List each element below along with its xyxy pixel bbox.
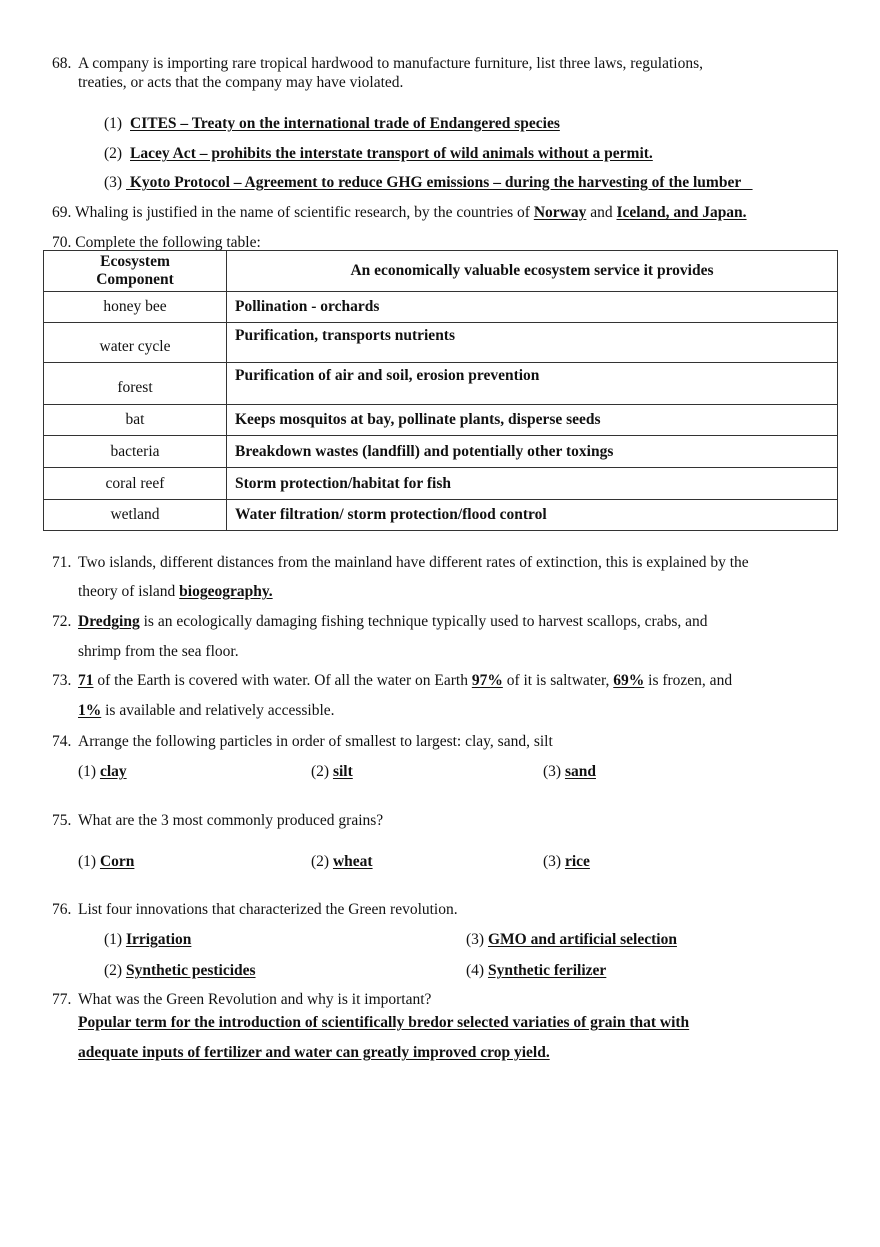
question-69 bbox=[52, 203, 747, 222]
answer-text: Dredging bbox=[78, 613, 140, 630]
answer-text: Norway bbox=[533, 204, 587, 221]
question-number: 75. bbox=[52, 812, 72, 829]
question-text: shrimp from the sea floor. bbox=[78, 643, 239, 660]
answer-number: (3) bbox=[466, 931, 485, 948]
answer-text: GMO and artificial selection bbox=[487, 931, 677, 948]
cell-service: Pollination - orchards bbox=[227, 292, 838, 323]
answer-number: (3) bbox=[543, 763, 562, 780]
table-row bbox=[44, 323, 838, 363]
answer-text: sand bbox=[564, 763, 596, 780]
answer-text: Lacey Act – prohibits the interstate transport of wild animals without a permit. bbox=[130, 145, 653, 162]
answer-number: (3) bbox=[104, 174, 123, 191]
answer-text: Corn bbox=[99, 853, 135, 870]
table-row bbox=[44, 363, 838, 405]
table-row bbox=[44, 436, 838, 468]
question-text: of the Earth is covered with water. Of all the water on Earth bbox=[97, 672, 468, 689]
question-text: Whaling is justified in the name of scientific research, by the countries of bbox=[74, 204, 530, 221]
question-number: 72. bbox=[52, 613, 72, 630]
answer-number: (2) bbox=[311, 763, 330, 780]
cell-service: Purification, transports nutrients bbox=[227, 323, 838, 363]
answer-number: (1) bbox=[104, 931, 123, 948]
answer-text: wheat bbox=[332, 853, 373, 870]
question-text: Two islands, different distances from the mainland have different rates of extinction, this is explained by the bbox=[78, 554, 749, 571]
ecosystem-table bbox=[43, 250, 838, 531]
answer-number: (1) bbox=[104, 115, 123, 132]
question-number: 70. bbox=[52, 234, 72, 251]
question-text: theory of island bbox=[78, 583, 176, 600]
answer-text: 71 bbox=[78, 672, 94, 689]
cell-service: Breakdown wastes (landfill) and potentially other toxings bbox=[227, 436, 838, 468]
answer-number: (2) bbox=[311, 853, 330, 870]
table-row bbox=[44, 468, 838, 500]
answer-number: (1) bbox=[78, 853, 97, 870]
answer-text: 97% bbox=[471, 672, 503, 689]
cell-service: Storm protection/habitat for fish bbox=[227, 468, 838, 500]
question-text: treaties, or acts that the company may have violated. bbox=[78, 74, 404, 91]
answer-text: Synthetic pesticides bbox=[125, 962, 256, 979]
answer-number: (2) bbox=[104, 145, 123, 162]
answer-text: clay bbox=[99, 763, 127, 780]
table-row bbox=[44, 405, 838, 436]
answer-text: adequate inputs of fertilizer and water can greatly improved crop yield. bbox=[78, 1044, 550, 1061]
answer-text: 1% bbox=[78, 702, 102, 719]
cell-component: bat bbox=[44, 405, 227, 436]
answer-number: (2) bbox=[104, 962, 123, 979]
question-text: Complete the following table: bbox=[75, 234, 261, 251]
question-text: is frozen, and bbox=[648, 672, 733, 689]
answer-number: (4) bbox=[466, 962, 485, 979]
question-number: 69. bbox=[52, 204, 72, 221]
table-row bbox=[44, 292, 838, 323]
question-number: 73. bbox=[52, 672, 72, 689]
question-number: 71. bbox=[52, 554, 72, 571]
cell-service: Water filtration/ storm protection/flood control bbox=[227, 500, 838, 531]
table-header-row bbox=[44, 251, 838, 292]
answer-text: Kyoto Protocol – Agreement to reduce GHG emissions – during the harvesting of the lumber bbox=[126, 174, 753, 191]
question-number: 74. bbox=[52, 733, 72, 750]
question-text: of it is saltwater, bbox=[506, 672, 610, 689]
question-text: A company is importing rare tropical hardwood to manufacture furniture, list three laws, regulations, bbox=[78, 55, 703, 72]
question-number: 68. bbox=[52, 55, 72, 72]
question-text: Arrange the following particles in order of smallest to largest: clay, sand, silt bbox=[78, 733, 553, 750]
answer-number: (1) bbox=[78, 763, 97, 780]
cell-service: Keeps mosquitos at bay, pollinate plants, disperse seeds bbox=[227, 405, 838, 436]
cell-component: bacteria bbox=[44, 436, 227, 468]
cell-component: water cycle bbox=[44, 323, 227, 363]
cell-component: honey bee bbox=[44, 292, 227, 323]
answer-text: biogeography. bbox=[179, 583, 273, 600]
question-text: is an ecologically damaging fishing technique typically used to harvest scallops, crabs, and bbox=[143, 613, 708, 630]
question-text: What was the Green Revolution and why is it important? bbox=[78, 991, 432, 1008]
question-text: is available and relatively accessible. bbox=[105, 702, 335, 719]
answer-text: Iceland, and Japan. bbox=[616, 204, 747, 221]
header-ecosystem-component: Ecosystem Component bbox=[44, 251, 227, 292]
answer-text: 69% bbox=[613, 672, 645, 689]
cell-component: forest bbox=[44, 363, 227, 405]
answer-text: CITES – Treaty on the international trade of Endangered species bbox=[130, 115, 560, 132]
cell-component: coral reef bbox=[44, 468, 227, 500]
answer-text: Synthetic ferilizer bbox=[487, 962, 607, 979]
conjunction-text: and bbox=[590, 204, 613, 221]
answer-text: Popular term for the introduction of scientifically bredor selected variaties of grain that with bbox=[78, 1014, 690, 1031]
question-text: What are the 3 most commonly produced grains? bbox=[78, 812, 384, 829]
table-row bbox=[44, 500, 838, 531]
answer-text: silt bbox=[332, 763, 353, 780]
question-number: 76. bbox=[52, 901, 72, 918]
question-text: List four innovations that characterized the Green revolution. bbox=[78, 901, 458, 918]
answer-text: Irrigation bbox=[125, 931, 192, 948]
header-service: An economically valuable ecosystem service it provides bbox=[227, 251, 838, 292]
cell-component: wetland bbox=[44, 500, 227, 531]
cell-service: Purification of air and soil, erosion prevention bbox=[227, 363, 838, 405]
question-number: 77. bbox=[52, 991, 72, 1008]
answer-number: (3) bbox=[543, 853, 562, 870]
answer-text: rice bbox=[564, 853, 590, 870]
